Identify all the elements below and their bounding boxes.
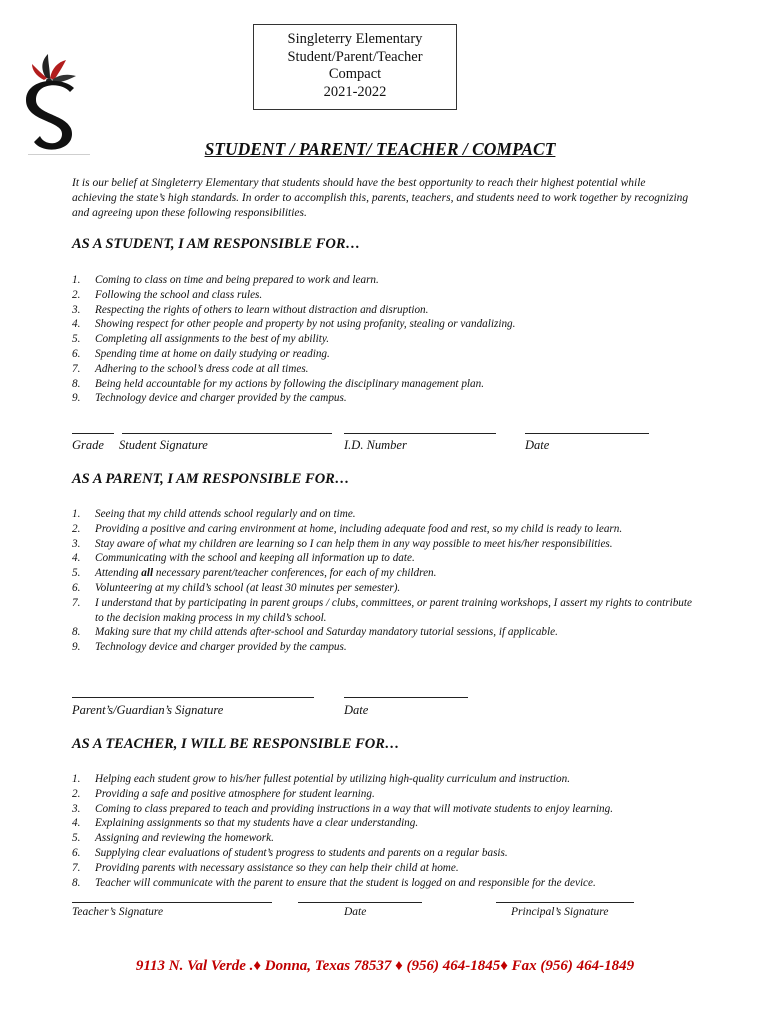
student-date-label: Date	[525, 438, 550, 452]
list-item	[72, 347, 692, 362]
list-item	[72, 861, 692, 876]
list-item	[72, 772, 692, 787]
list-item-text: Coming to class prepared to teach and providing instructions in a way that will motivate students to enjoy learning.	[95, 802, 614, 815]
footer-contact: 9113 N. Val Verde .♦ Donna, Texas 78537 ♦ (956) 464-1845♦ Fax (956) 464-1849	[135, 958, 635, 974]
list-item-number: 6.	[72, 846, 81, 859]
list-item-text: Being held accountable for my actions by following the disciplinary management plan.	[95, 377, 485, 390]
parent-responsibilities-list	[72, 507, 692, 655]
list-item	[72, 787, 692, 802]
list-item-text: Adhering to the school’s dress code at all times.	[95, 362, 309, 375]
list-item-text: necessary parent/teacher conferences, for each of my children.	[153, 567, 437, 580]
list-item-number: 6.	[72, 581, 81, 594]
list-item-text: Teacher will communicate with the parent to ensure that the student is logged on and responsible for the device.	[95, 876, 596, 889]
list-item	[72, 816, 692, 831]
list-item-text: I understand that by participating in parent groups / clubs, committees, or parent training workshops, I assert my rights to contribute to the decision making process in my child’s school.	[95, 596, 692, 624]
list-item-number: 4.	[72, 552, 81, 565]
list-item-number: 7.	[72, 596, 81, 609]
list-item-text: Stay aware of what my children are learning so I can help them in any way possible to meet his/her responsibilities.	[95, 537, 613, 550]
list-item-text: Spending time at home on daily studying or reading.	[95, 347, 330, 360]
id-number-line	[344, 433, 496, 434]
list-item-text: Providing parents with necessary assistance so they can help their child at home.	[95, 861, 459, 874]
list-item	[72, 596, 692, 626]
grade-label: Grade	[72, 438, 104, 452]
list-item-number: 5.	[72, 567, 81, 580]
teacher-date-line	[298, 902, 422, 903]
student-heading: AS A STUDENT, I AM RESPONSIBLE FOR…	[72, 236, 361, 252]
principal-signature-line	[496, 902, 634, 903]
list-item-text: Completing all assignments to the best of my ability.	[95, 333, 329, 346]
list-item-number: 2.	[72, 522, 81, 535]
list-item	[72, 640, 692, 655]
student-signature-label: Student Signature	[119, 438, 208, 452]
school-title-box	[253, 24, 457, 110]
list-item-text: Volunteering at my child’s school (at least 30 minutes per semester).	[95, 581, 401, 594]
list-item	[72, 303, 692, 318]
list-item-text: Explaining assignments so that my students have a clear understanding.	[95, 817, 419, 830]
list-item-number: 5.	[72, 832, 81, 845]
list-item-text: Technology device and charger provided by the campus.	[95, 392, 347, 405]
list-item-number: 8.	[72, 876, 81, 889]
list-item	[72, 317, 692, 332]
list-item-number: 8.	[72, 626, 81, 639]
list-item-number: 3.	[72, 802, 81, 815]
student-date-line	[525, 433, 649, 434]
list-item	[72, 566, 692, 581]
list-item-number: 9.	[72, 641, 81, 654]
intro-paragraph: It is our belief at Singleterry Elementary that students should have the best opportunity to reach their highest potential while achieving the state’s high standards. In order to accomplish this, parents, teachers, and students need to work together by recognizing and agreeing upon these following responsibilities.	[72, 177, 689, 219]
list-item	[72, 551, 692, 566]
principal-signature-label: Principal’s Signature	[511, 906, 609, 918]
page-title: STUDENT / PARENT/ TEACHER / COMPACT	[204, 139, 556, 159]
parent-signature-line	[72, 697, 314, 698]
list-item-text: Seeing that my child attends school regularly and on time.	[95, 508, 356, 520]
list-item-number: 9.	[72, 392, 81, 405]
list-item-text: Assigning and reviewing the homework.	[95, 832, 274, 845]
list-item	[72, 522, 692, 537]
compact-subtitle: Student/Parent/Teacher	[287, 48, 423, 65]
list-item-number: 1.	[72, 773, 81, 785]
list-item-text: Respecting the rights of others to learn without distraction and disruption.	[95, 303, 429, 316]
compact-word: Compact	[328, 66, 382, 82]
teacher-heading: AS A TEACHER, I WILL BE RESPONSIBLE FOR…	[72, 736, 400, 752]
list-item-text: Supplying clear evaluations of student’s progress to students and parents on a regular basis.	[95, 846, 508, 859]
list-item-number: 4.	[72, 817, 81, 830]
list-item-text-pre: Attending	[95, 567, 142, 580]
list-item-text: Following the school and class rules.	[95, 288, 263, 301]
list-item-number: 3.	[72, 537, 81, 550]
list-item	[72, 876, 692, 891]
list-item-emphasis: all	[141, 567, 154, 580]
list-item-text: Providing a safe and positive atmosphere for student learning.	[95, 787, 375, 800]
teacher-responsibilities-list	[72, 772, 692, 890]
parent-date-line	[344, 697, 468, 698]
list-item-text: Making sure that my child attends after-school and Saturday mandatory tutorial sessions, if applicable.	[95, 626, 558, 639]
id-number-label: I.D. Number	[344, 438, 407, 452]
school-name: Singleterry Elementary	[287, 31, 423, 47]
parent-signature-label: Parent’s/Guardian’s Signature	[72, 703, 224, 717]
list-item	[72, 831, 692, 846]
list-item-text: Showing respect for other people and property by not using profanity, stealing or vandalizing.	[95, 318, 516, 331]
list-item	[72, 507, 692, 522]
teacher-signature-label: Teacher’s Signature	[72, 906, 164, 918]
school-year: 2021-2022	[323, 83, 387, 100]
list-item-number: 2.	[72, 787, 81, 800]
list-item	[72, 273, 692, 288]
list-item-text: Providing a positive and caring environment at home, including adequate food and rest, so my child is ready to learn.	[95, 522, 623, 535]
list-item-number: 5.	[72, 333, 81, 346]
list-item-number: 3.	[72, 303, 81, 316]
list-item	[72, 802, 692, 817]
list-item-number: 2.	[72, 288, 81, 301]
list-item-number: 8.	[72, 377, 81, 390]
parent-date-label: Date	[344, 703, 369, 717]
list-item	[72, 625, 692, 640]
teacher-signature-line	[72, 902, 272, 903]
parent-heading: AS A PARENT, I AM RESPONSIBLE FOR…	[72, 471, 350, 487]
list-item	[72, 846, 692, 861]
list-item-number: 6.	[72, 347, 81, 360]
grade-line	[72, 433, 114, 434]
list-item	[72, 288, 692, 303]
list-item	[72, 391, 692, 406]
list-item-number: 4.	[72, 318, 81, 331]
list-item	[72, 581, 692, 596]
teacher-date-label: Date	[344, 906, 367, 918]
list-item-text: Communicating with the school and keeping all information up to date.	[95, 552, 415, 565]
list-item-text: Helping each student grow to his/her fullest potential by utilizing high-quality curriculum and instruction.	[95, 773, 571, 785]
list-item-number: 1.	[72, 508, 81, 520]
student-responsibilities-list	[72, 273, 692, 406]
list-item-number: 1.	[72, 274, 81, 286]
list-item-text: Coming to class on time and being prepared to work and learn.	[95, 274, 379, 286]
list-item-number: 7.	[72, 861, 81, 874]
list-item	[72, 537, 692, 552]
list-item-text: Technology device and charger provided by the campus.	[95, 641, 347, 654]
list-item	[72, 332, 692, 347]
list-item	[72, 377, 692, 392]
list-item-number: 7.	[72, 362, 81, 375]
list-item	[72, 362, 692, 377]
student-signature-line	[122, 433, 332, 434]
